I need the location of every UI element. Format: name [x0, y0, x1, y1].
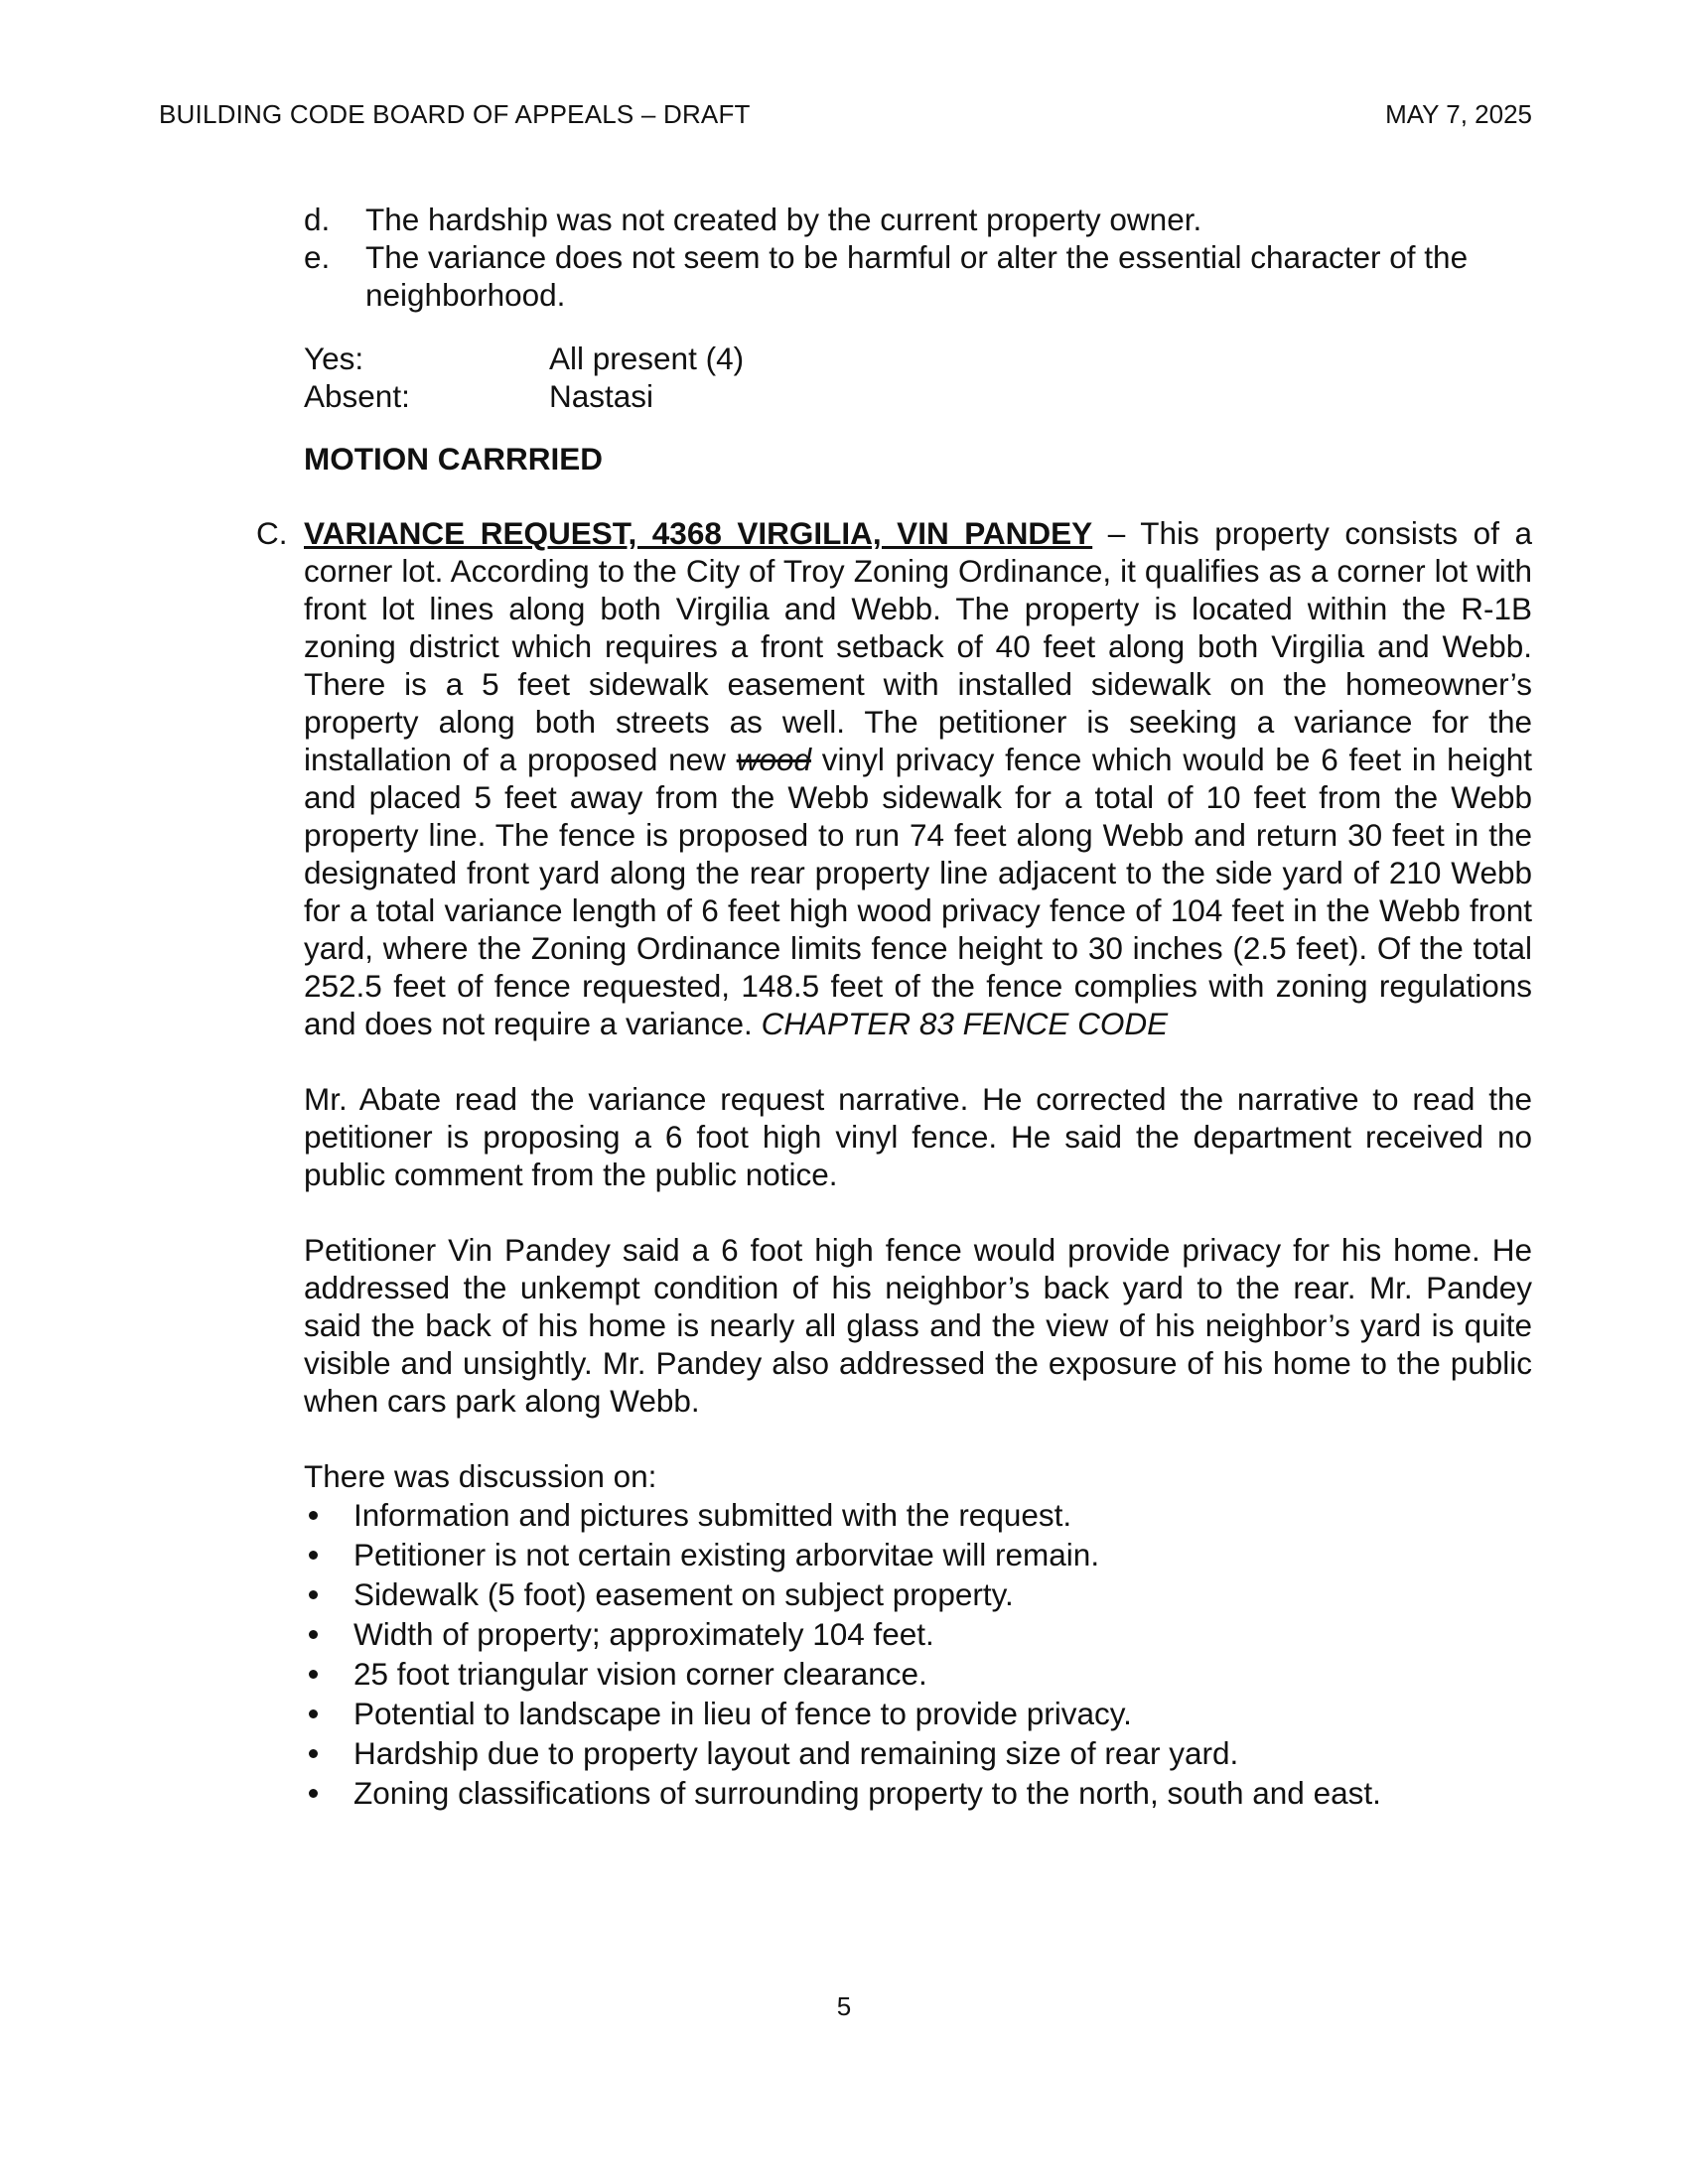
header-title: BUILDING CODE BOARD OF APPEALS – DRAFT — [159, 99, 751, 129]
bullet-icon — [309, 1551, 318, 1560]
list-item-text: Sidewalk (5 foot) easement on subject property. — [353, 1576, 1014, 1612]
vote-label: Absent: — [304, 378, 410, 414]
bullet-icon — [309, 1630, 318, 1639]
bullet-icon — [309, 1511, 318, 1520]
section-title: VARIANCE REQUEST, 4368 VIRGILIA, VIN PANDEY — [304, 515, 1093, 551]
motion-result: MOTION CARRRIED — [304, 441, 603, 477]
discussion-list — [0, 1495, 1688, 1813]
list-item-text: Information and pictures submitted with the request. — [353, 1497, 1072, 1533]
vote-label: Yes: — [304, 341, 364, 376]
bullet-icon — [309, 1590, 318, 1599]
list-item — [0, 1733, 1688, 1773]
list-item — [0, 1694, 1688, 1733]
list-item-text: Petitioner is not certain existing arborvitae will remain. — [353, 1537, 1100, 1572]
finding-text: The variance does not seem to be harmful or alter the essential character of the neighborhood. — [365, 239, 1469, 313]
bullet-icon — [309, 1749, 318, 1758]
finding-marker: e. — [304, 239, 331, 275]
list-item — [0, 1535, 1688, 1574]
vote-value: All present (4) — [549, 341, 745, 376]
section-text: – This property consists of a corner lot. According to the City of Troy Zoning Ordinance, it qualifies as a corner lot with front lot lines along both Virgilia and Webb. The property is located within the R-1B zoning district which requires a front setback of 40 feet along both Virgilia and Webb. There is a 5 feet sidewalk easement with installed sidewalk on the homeowner’s property along both streets as well. The petitioner is seeking a variance for the installation of a proposed new — [304, 515, 1533, 777]
petitioner-paragraph: Petitioner Vin Pandey said a 6 foot high fence would provide privacy for his home. He addressed the unkempt condition of his neighbor’s back yard to the rear. Mr. Pandey said the back of his home is nearly all glass and the view of his neighbor’s yard is quite visible and unsightly. Mr. Pandey also addressed the exposure of his home to the public when cars park along Webb. — [304, 1232, 1532, 1419]
bullet-icon — [309, 1789, 318, 1798]
list-item — [0, 1614, 1688, 1654]
narrative-paragraph: Mr. Abate read the variance request narrative. He corrected the narrative to read the petitioner is proposing a 6 foot high vinyl fence. He said the department received no public comment from the public notice. — [304, 1081, 1532, 1192]
finding-item — [0, 201, 1688, 238]
vote-row-yes — [0, 340, 1688, 377]
discussion-intro: There was discussion on: — [304, 1458, 657, 1494]
header-date: MAY 7, 2025 — [1385, 99, 1532, 129]
section-text-continued: vinyl privacy fence which would be 6 feet in height and placed 5 feet away from the Webb sidewalk for a total of 10 feet from the Webb property line. The fence is proposed to run 74 feet along Webb and return 30 feet in the designated front yard along the rear property line adjacent to the side yard of 210 Webb for a total variance length of 6 feet high wood privacy fence of 104 feet in the Webb front yard, where the Zoning Ordinance limits fence height to 30 inches (2.5 feet). Of the total 252.5 feet of fence requested, 148.5 feet of the fence complies with zoning regulations and does not require a variance. — [304, 742, 1532, 1041]
list-item — [0, 1495, 1688, 1535]
chapter-reference: CHAPTER 83 FENCE CODE — [761, 1006, 1169, 1041]
list-item — [0, 1773, 1688, 1813]
page-number: 5 — [836, 1991, 852, 2021]
list-item-text: Potential to landscape in lieu of fence to provide privacy. — [353, 1696, 1132, 1731]
finding-item — [0, 238, 1688, 314]
list-item-text: Zoning classifications of surrounding property to the north, south and east. — [353, 1775, 1381, 1811]
vote-value: Nastasi — [549, 378, 654, 414]
list-item-text: Hardship due to property layout and remaining size of rear yard. — [353, 1735, 1239, 1771]
list-item — [0, 1654, 1688, 1694]
list-item — [0, 1574, 1688, 1614]
bullet-icon — [309, 1670, 318, 1679]
list-item-text: 25 foot triangular vision corner clearance. — [353, 1656, 927, 1692]
struck-word: wood — [736, 742, 812, 777]
variance-request-section — [0, 514, 1688, 1042]
finding-marker: d. — [304, 202, 331, 237]
page-body — [0, 201, 1688, 1813]
vote-row-absent — [0, 377, 1688, 415]
bullet-icon — [309, 1709, 318, 1718]
section-marker: C. — [256, 515, 288, 551]
finding-text: The hardship was not created by the current property owner. — [365, 202, 1202, 237]
list-item-text: Width of property; approximately 104 feet. — [353, 1616, 934, 1652]
